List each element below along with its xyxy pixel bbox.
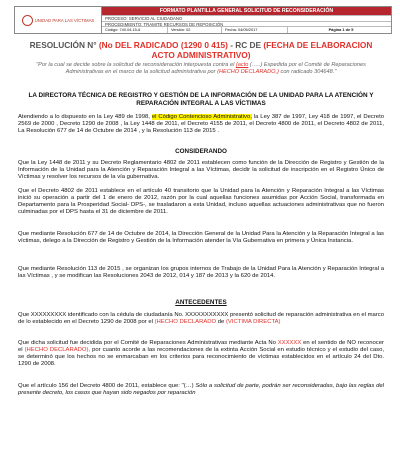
logo-text: UNIDAD PARA LAS VÍCTIMAS bbox=[34, 17, 95, 23]
considerando-p3: Que mediante Resolución 677 de 14 de Octubre de 2014, la Dirección General de la Unidad Para la Atención y la Reparación Integral a las víctimas, delego a la Dirección de Registro y Gestión de la Información atender la Vía Gubernativa en primera y Única Instancia. bbox=[18, 231, 384, 245]
considerando-p2: Que el Decreto 4802 de 2011 establece en el artículo 40 transitorio que la Unidad para la Atención y Reparación Integral a las Víctimas inició su operación a partir del 1 de enero de 2012, razón por la cual aquellas funciones asumidas por Acción Social, transformada en Departamento para la Prosperidad Social- DPS-, se trasladaron a esta Unidad, incluso aquellas actuaciones administrativas que no fueron culminadas por el DPS hasta el 31 de diciembre de 2011. bbox=[18, 188, 384, 216]
antecedentes-p3 bbox=[18, 383, 384, 397]
intro-part1: "Por la cual se decide sobre la solicitud de reconsideración interpuesta contra el bbox=[36, 62, 235, 68]
antecedentes-p3-quote: Sólo a solicitud de parte, podrán ser reconsideradas, bajo las reglas del presente decreto, los casos que hayan sido negados por reparación bbox=[18, 383, 384, 397]
intro-part2: (…..) Expedida por el Comité de Reparaciones Administrativas en el marco de la solicitud administrativa por bbox=[65, 62, 366, 75]
antecedentes-heading: ANTECEDENTES bbox=[175, 299, 227, 306]
considerando-p4: Que mediante Resolución 113 de 2015 , se organizan los grupos internos de Trabajo de la Unidad Para la Atención y Reparación Integral a las Víctimas , y se modifican las Resoluciones 2043 de 2012, 014 y 187 de 2013 y la 620 de 2014. bbox=[18, 266, 384, 280]
intro-hecho: (HECHO DECLARADO,) bbox=[217, 69, 279, 75]
process-line: PROCESO: SERVICIO AL CIUDADANO bbox=[102, 15, 391, 21]
page-cell: Página 1 de 5 bbox=[328, 27, 354, 32]
atendiendo-highlight: el Código Contencioso Administrativo, bbox=[151, 114, 252, 120]
version-cell: Versión: 02 bbox=[168, 27, 222, 33]
document-header bbox=[14, 6, 392, 34]
radicado-placeholder: (No DEL RADICADO (1290 0 415) bbox=[98, 40, 228, 50]
intro-acto: (acto bbox=[235, 62, 249, 68]
resolution-title bbox=[18, 40, 384, 60]
antecedentes-p2-text2: en el sentido de NO reconocer el bbox=[18, 340, 384, 354]
code-cell: Código: 740.04.15-6 bbox=[102, 27, 168, 33]
intro-part3: con radicado 304648." bbox=[280, 69, 337, 75]
resolution-prefix: RESOLUCIÓN N° bbox=[29, 40, 97, 50]
antecedentes-p1 bbox=[18, 312, 384, 326]
antecedentes-p1-victima: (VICTIMA DIRECTA) bbox=[225, 319, 281, 326]
atendiendo-paragraph bbox=[18, 114, 384, 135]
form-title: FORMATO PLANTILLA GENERAL SOLICITUD DE RECONSIDERACIÓN bbox=[102, 7, 391, 15]
atendiendo-before: Atendiendo a lo dispuesto en la Ley 489 de 1998, bbox=[18, 114, 150, 120]
antecedentes-p2-acta: XXXXXX bbox=[277, 340, 302, 346]
fecha-placeholder: (FECHA DE ELABORACION ACTO ADMINISTRATIVO) bbox=[151, 40, 373, 60]
procedure-line: PROCEDIMIENTO: TRAMITE RECURSOS DE REPOSICIÓN bbox=[102, 21, 391, 27]
antecedentes-p2 bbox=[18, 340, 384, 368]
director-heading: LA DIRECTORA TÉCNICA DE REGISTRO Y GESTIÓN DE LA INFORMACIÓN DE LA UNIDAD PARA LA ATENCIÓN Y REPARACIÓN INTEGRAL A LAS VÍCTIMAS bbox=[28, 92, 374, 107]
antecedentes-p1-de: de bbox=[217, 319, 225, 326]
antecedentes-p2-text: Que dicha solicitud fue decidida por el Comité de Reparaciones Administrativas mediante Acta No bbox=[18, 340, 276, 346]
considerando-p1: Que la Ley 1448 de 2011 y su Decreto Reglamentario 4802 de 2011 establecen como función de la Dirección de Registro y Gestión de la Información de la Unidad para la Atención y Reparación Integral a las Víctimas, decidir la solicitud de inscripción en el Registro Único de Víctimas y resolver los recursos de la vía gubernativa. bbox=[18, 160, 384, 181]
unidad-logo bbox=[15, 7, 102, 33]
antecedentes-p1-text: Que XXXXXXXXX identificado con la cédula de ciudadanía No. XXXXXXXXXXX presentó solicitud de reparación administrativa en el marco de lo establecido en el Decreto 1290 de 2008 por el bbox=[18, 312, 384, 326]
resolution-intro bbox=[18, 62, 384, 76]
date-cell: Fecha: 04/05/2017 bbox=[222, 27, 288, 33]
considerando-heading: CONSIDERANDO bbox=[175, 148, 227, 155]
antecedentes-p2-text3: por cuanto acorde a las recomendaciones de la extinta Acción Social en estudio técnico y el estudio del caso, se determinó que los hechos no se enmarcaban en los criterios para reconocimiento de víctimas establecidos en el artículo 24 del Dto. 1290 de 2008. bbox=[18, 347, 385, 368]
atendiendo-after: la Ley 387 de 1997, Ley 418 de 1997, el Decreto 2569 de 2000 , Decreto 1290 de 2008 , la Ley 1448 de 2011, el Decreto 4155 de 2011, el Decreto 4800 de 2011, el Decreto 4802 de 2011, La Resolución 677 de 14 de Octubre de 2014 , y la Resolución 113 de 2015 . bbox=[18, 114, 384, 135]
rc-de-text: - RC DE bbox=[230, 40, 262, 50]
antecedentes-p1-hecho: (HECHO DECLARADO bbox=[154, 319, 217, 326]
logo-circle-icon bbox=[22, 15, 33, 26]
antecedentes-p2-hecho: (HECHO DECLARADO), bbox=[24, 347, 91, 354]
antecedentes-p3-text: Que el artículo 156 del Decreto 4800 de 2011, establece que: "(…) bbox=[18, 383, 194, 389]
